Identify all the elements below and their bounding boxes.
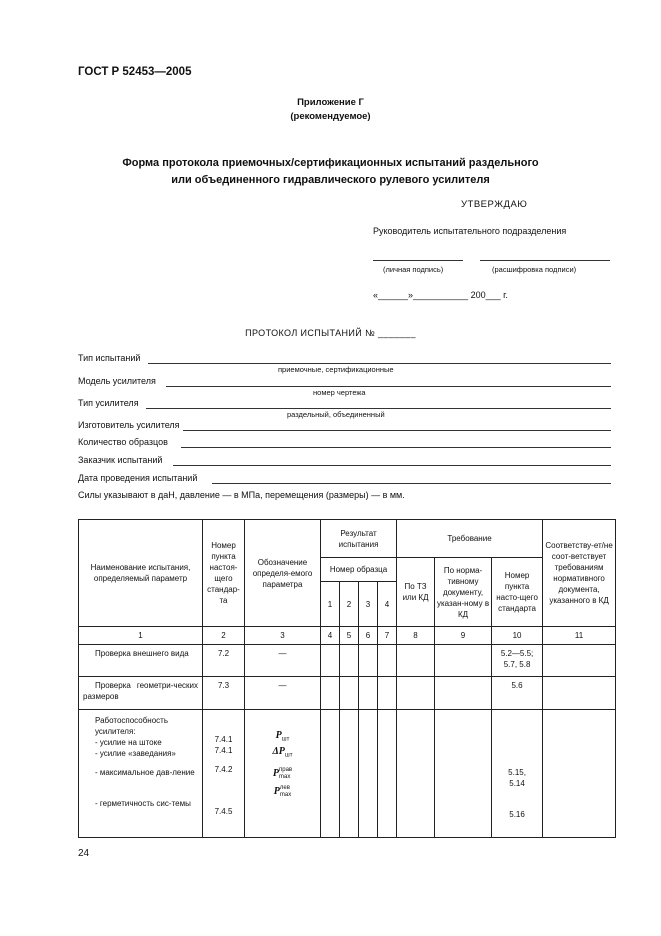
field-label: Количество образцов <box>78 437 168 447</box>
protocol-title: ПРОТОКОЛ ИСПЫТАНИЙ № _______ <box>245 328 416 338</box>
standard-clause-line: 5.2—5.5; <box>500 649 534 658</box>
appendix-label: Приложение Г <box>297 97 364 108</box>
header-sample-number: Номер образца <box>321 558 397 582</box>
group-heading: Работоспособность усилителя: <box>95 716 168 736</box>
designation-subscript: max <box>279 792 292 799</box>
field-label: Изготовитель усилителя <box>78 420 180 430</box>
clause-group <box>203 710 245 838</box>
header-sample-1: 1 <box>321 582 340 627</box>
column-number: 4 <box>321 627 340 645</box>
standard-clause: 5.15, <box>508 768 526 777</box>
appendix-status: (рекомендуемое) <box>290 111 371 122</box>
designation <box>246 785 319 799</box>
clause: 7.4.1 <box>214 746 233 755</box>
designation-symbol: P <box>272 768 279 780</box>
field-label: Тип испытаний <box>78 353 141 363</box>
column-number: 2 <box>203 627 245 645</box>
conformity-cell[interactable] <box>543 645 616 677</box>
designation <box>246 730 319 746</box>
clause: 7.2 <box>203 645 245 677</box>
field-label: Модель усилителя <box>78 376 156 386</box>
field-manufacturer-line[interactable] <box>183 430 611 431</box>
field-sample-count-line[interactable] <box>181 447 611 448</box>
field-hint: номер чертежа <box>313 388 366 397</box>
decoding-line[interactable] <box>480 260 610 261</box>
sample-cell[interactable] <box>340 645 359 677</box>
sample-cell[interactable] <box>359 645 378 677</box>
designation-subscript: шт <box>281 736 290 743</box>
standard-clause <box>492 645 543 677</box>
standard-clause-line: 5.7, 5.8 <box>503 660 531 669</box>
designation-subscript: шт <box>284 752 293 759</box>
header-sample-3: 3 <box>359 582 378 627</box>
sample-cell[interactable] <box>340 677 359 710</box>
column-number: 5 <box>340 627 359 645</box>
standard-clause: 5.6 <box>492 677 543 710</box>
header-parameter-designation: Обозначение определя-емого параметра <box>245 520 321 627</box>
standard-clause-group <box>492 710 543 838</box>
designation-subscript: max <box>278 774 291 781</box>
designation: — <box>245 677 321 710</box>
test-name: Проверка геометри-ческих размеров <box>79 677 203 710</box>
sample-cell[interactable] <box>359 710 378 838</box>
table-row <box>79 677 616 710</box>
sample-cell[interactable] <box>321 710 340 838</box>
standard-clause: 5.16 <box>509 810 525 819</box>
field-label: Тип усилителя <box>78 398 139 408</box>
designation-symbol: P <box>275 730 282 741</box>
tz-cell[interactable] <box>397 645 435 677</box>
signature-line[interactable] <box>373 260 463 261</box>
header-test-result: Результат испытания <box>321 520 397 558</box>
sub-test: - усилие на штоке <box>95 738 162 747</box>
designation-group <box>245 710 321 838</box>
header-sample-2: 2 <box>340 582 359 627</box>
table-row <box>79 645 616 677</box>
header-requirement: Требование <box>397 520 543 558</box>
field-hint: приемочные, сертификационные <box>278 365 394 374</box>
decoding-hint: (расшифровка подписи) <box>492 265 577 274</box>
header-conformity: Соответству-ет/не соот-ветствует требованиям нормативного документа, указанного в КД <box>543 520 616 627</box>
sample-cell[interactable] <box>378 645 397 677</box>
clause: 7.4.2 <box>214 765 233 774</box>
column-number: 10 <box>492 627 543 645</box>
field-booster-type-line[interactable] <box>146 408 611 409</box>
column-number: 11 <box>543 627 616 645</box>
field-label: Заказчик испытаний <box>78 455 163 465</box>
designation: — <box>245 645 321 677</box>
column-number: 9 <box>435 627 492 645</box>
test-name: Проверка внешнего вида <box>79 645 203 677</box>
form-title-line1: Форма протокола приемочных/сертификационных испытаний раздельного <box>122 157 539 169</box>
test-name-group <box>79 710 203 838</box>
header-tz-kd: По ТЗ или КД <box>397 558 435 627</box>
field-customer <box>78 455 613 465</box>
signature-hint: (личная подпись) <box>383 265 444 274</box>
header-sample-4: 4 <box>378 582 397 627</box>
conformity-cell[interactable] <box>543 677 616 710</box>
document-id: ГОСТ Р 52453—2005 <box>78 66 192 78</box>
field-label: Дата проведения испытаний <box>78 473 198 483</box>
approval-date: «______»___________ 200___ г. <box>373 290 508 300</box>
results-table <box>78 519 616 838</box>
tz-cell[interactable] <box>397 710 435 838</box>
header-test-name: Наименование испытания, определяемый параметр <box>79 520 203 627</box>
page-number: 24 <box>78 848 90 859</box>
sample-cell[interactable] <box>359 677 378 710</box>
field-customer-line[interactable] <box>173 465 611 466</box>
designation-symbol: ΔP <box>272 745 285 757</box>
standard-clause: 5.14 <box>509 779 525 788</box>
sample-cell[interactable] <box>378 677 397 710</box>
field-test-type-line[interactable] <box>148 363 611 364</box>
units-note: Силы указывают в даН, давление — в МПа, перемещения (размеры) — в мм. <box>78 490 405 500</box>
sub-test: - усилие «заведания» <box>95 749 176 758</box>
sample-cell[interactable] <box>378 710 397 838</box>
designation-symbol: P <box>273 786 280 798</box>
normdoc-cell[interactable] <box>435 677 492 710</box>
clause: 7.3 <box>203 677 245 710</box>
approve-label: УТВЕРЖДАЮ <box>461 199 528 210</box>
table-row <box>79 710 616 838</box>
column-number: 3 <box>245 627 321 645</box>
field-test-date <box>78 473 613 483</box>
conformity-cell[interactable] <box>543 710 616 838</box>
field-model <box>78 376 613 386</box>
sample-cell[interactable] <box>340 710 359 838</box>
normdoc-cell[interactable] <box>435 710 492 838</box>
field-sample-count <box>78 437 613 447</box>
column-number: 6 <box>359 627 378 645</box>
normdoc-cell[interactable] <box>435 645 492 677</box>
header-standard-clause: Номер пункта насто-щего стандарта <box>492 558 543 627</box>
sample-cell[interactable] <box>321 645 340 677</box>
tz-cell[interactable] <box>397 677 435 710</box>
sample-cell[interactable] <box>321 677 340 710</box>
field-booster-type <box>78 398 613 408</box>
sub-test: - максимальное дав-ление <box>95 768 195 777</box>
designation <box>246 767 319 781</box>
sub-test: - герметичность сис-темы <box>95 799 191 808</box>
field-test-date-line[interactable] <box>212 483 611 484</box>
approver-title: Руководитель испытательного подразделения <box>373 226 567 236</box>
designation <box>246 746 319 762</box>
header-clause-number: Номер пункта настоя-щего стандар-та <box>203 520 245 627</box>
header-normative-doc: По норма-тивному документу, указан-ному в КД <box>435 558 492 627</box>
column-number: 8 <box>397 627 435 645</box>
field-test-type <box>78 353 613 363</box>
form-title-line2: или объединенного гидравлического рулевого усилителя <box>171 174 490 186</box>
field-manufacturer <box>78 420 613 430</box>
clause: 7.4.5 <box>214 807 233 816</box>
field-hint: раздельный, объединенный <box>287 410 385 419</box>
clause: 7.4.1 <box>214 735 233 744</box>
designation-superscript: прав <box>278 767 293 774</box>
column-number: 7 <box>378 627 397 645</box>
designation-superscript: лев <box>279 785 290 792</box>
field-model-line[interactable] <box>166 386 611 387</box>
column-number: 1 <box>79 627 203 645</box>
